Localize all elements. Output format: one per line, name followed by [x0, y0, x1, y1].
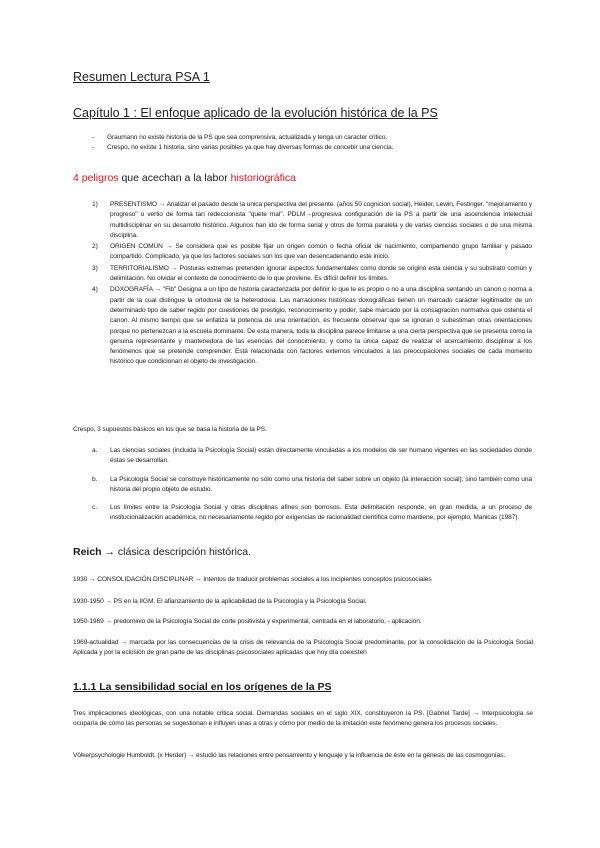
- reich-heading: [73, 546, 251, 558]
- reich-name: Reich: [73, 546, 102, 558]
- assumption-letter: b.: [92, 475, 98, 483]
- perils-heading: [73, 172, 296, 184]
- list-item: [92, 143, 532, 153]
- intro-bullet-list: [92, 133, 532, 153]
- assumptions-list: [92, 446, 532, 524]
- section-paragraph: Völkerpsychologie Humboldt, (x Herder) → estudió las relaciones entre pensamiento y lenguaje y la influencia de éste en la génesis de las cosmogonías.: [73, 752, 506, 759]
- peril-item: [92, 200, 532, 241]
- section-paragraph: Tres implicaciones ideológicas, con una notable critica social. Demandas sociales en el siglo XIX, constituyeron la PS. [Gabriel Tarde] → Interpsicología se ocuparía de cómo las personas se sugestionan e influyen unas a otras y cómo por medio de la imitación este fenómeno genera los procesos sociales.: [73, 710, 533, 728]
- peril-number: 3): [92, 264, 98, 272]
- perils-list: [92, 200, 532, 369]
- bullet-text: Graumann no existe historia de la PS que sea comprensiva, actualizada y tenga un caracter critico.: [107, 134, 388, 141]
- assumption-text: La Psicología Social se construye históricamente no sólo como una historia del saber sobre un objeto (la interacción social), sino también como una historia del propio objeto de estudio.: [110, 475, 532, 493]
- peril-text: PRESENTISMO → Analizar el pasado desde la unica perspectiva del presente. (años 50 cognicion social), Heider, Lewin, Festinger. "mejoramiento y progreso" o vertio de forma tan redeccionista "quete mal". PDLM→progresiva configuración de la PS a partir de una ascendencia intelectual multidisciplinar en su desarrollo histórico. Algunos han ido de forma serial y otros de forma paralela y de varias ciencias sociales o de una misma disciplina.: [110, 201, 532, 239]
- peril-item: [92, 242, 532, 263]
- period-paragraph: 1930-1950 → PS en la IIGM. El afianzamiento de la aplicabilidad de la Psicología y la Psicología Social.: [73, 598, 367, 605]
- perils-heading-highlight: 4 peligros: [73, 172, 119, 184]
- peril-number: 4): [92, 286, 98, 294]
- crespo-paragraph: Crespo, 3 supuestos básicos en los que se basa la historia de la PS.: [73, 426, 267, 433]
- period-paragraph: 1969-actualidad → marcada por las consecuencias de la crisis de relevancia de la Psicología Social predominante, por la consolidación de la Psicología Social Aplicada y por la eclosión de gran parte de las disciplinas psicosociales aplicadas que hoy día coexisten: [73, 639, 533, 657]
- list-item: [92, 133, 532, 143]
- assumption-letter: a.: [92, 447, 98, 454]
- peril-number: 2): [92, 243, 98, 251]
- chapter-title: Capítulo 1 : El enfoque aplicado de la evolución histórica de la PS: [73, 106, 438, 120]
- document-title: Resumen Lectura PSA 1: [73, 70, 210, 84]
- assumption-item: [92, 475, 532, 496]
- period-paragraph: 1950-1969 → predominio de la Psicología Social de corte positivista y experimental, centrada en el laboratorio, - aplicación.: [73, 618, 422, 625]
- assumption-text: Los límites entre la Psicología Social y otras disciplinas afines son borrosos. Esta delimitación responde, en gran medida, a un proceso de institucionalización académica, no necesariamente regido por exigencias de racionalidad científica como mantiene, por ejemplo, Manicas (1987).: [110, 504, 532, 522]
- peril-number: 1): [92, 201, 98, 208]
- assumption-item: [92, 446, 532, 467]
- perils-heading-keyword: historiográfica: [230, 172, 296, 184]
- bullet-text: Crespo, no existe 1 historia, sino varias posibles ya que hay diversas formas de concebir una ciencia.: [107, 144, 394, 151]
- peril-text: DOXOGRAFÍA → "Fib" Designa a un tipo de historia caracterizada por definir lo que le es propio o no a una disciplina sentando un canon o norma a partir de la cual distingue la ortodoxia de la heterodoxia. Las narraciones históricas doxográficas tienen un marcado carácter legitimador de un determinado tipo de saber regido por cuestiones de prestigio, reconocimiento y poder, sabe marcado por la consagración normativa que ostenta el canon. Al mismo tiempo que se enfatiza la potencia de una orientación, es frecuente observar que se ignoran o subestiman otras orientaciones porque no pertenezcan a la escuela dominante. De esta manera, toda la disciplina parece limitarse a una cierta perspectiva que se presenta como la genuina representante y mantenedora de las esencias del conocimiento, y como la única capaz de realizar el acercamiento disciplinar a los fenómenos que se pretende comprender. Está relacionada con factores externos vinculados a las preocupaciones sociales de cada momento histórico que condicionan el objeto de investigación.: [110, 286, 532, 366]
- assumption-text: Las ciencias sociales (incluida la Psicología Social) están directamente vinculadas a los modelos de ser humano vigentes en las sociedades donde éstas se desarrollan.: [110, 447, 532, 465]
- bullet-dash-icon: -: [92, 134, 95, 141]
- assumption-item: [92, 503, 532, 524]
- peril-item: [92, 264, 532, 285]
- peril-item: [92, 285, 532, 367]
- peril-text: TERRITORIALISMO → Posturas extremas pretenden ignorar aspectos fundamentales como donde se originó esta ciencia y su substrato común y delimitación. No olvidar el contexto de conocimiento de lo que proviene. Es difícil definir los límites.: [110, 264, 532, 283]
- bullet-dash-icon: -: [92, 144, 95, 151]
- period-paragraph: 1930 → CONSOLIDACIÓN DISCIPLINAR → Intentos de traducir problemas sociales a los incipientes conceptos psicosociales: [73, 576, 432, 583]
- assumption-letter: c.: [92, 504, 97, 512]
- peril-text: ORIGEN COMÚN → Se considera que es posible fijar un origen común o fecha oficial de nacimiento, compartiendo grupo familiar y pasado compartido. Complicado, ya que los factores sociales son los que van desencadenando este inicio.: [110, 243, 532, 261]
- section-heading: 1.1.1 La sensibilidad social en los orígenes de la PS: [73, 681, 332, 693]
- perils-heading-text: que acechan a la labor: [118, 172, 231, 184]
- reich-description: → clásica descripción histórica.: [101, 546, 251, 558]
